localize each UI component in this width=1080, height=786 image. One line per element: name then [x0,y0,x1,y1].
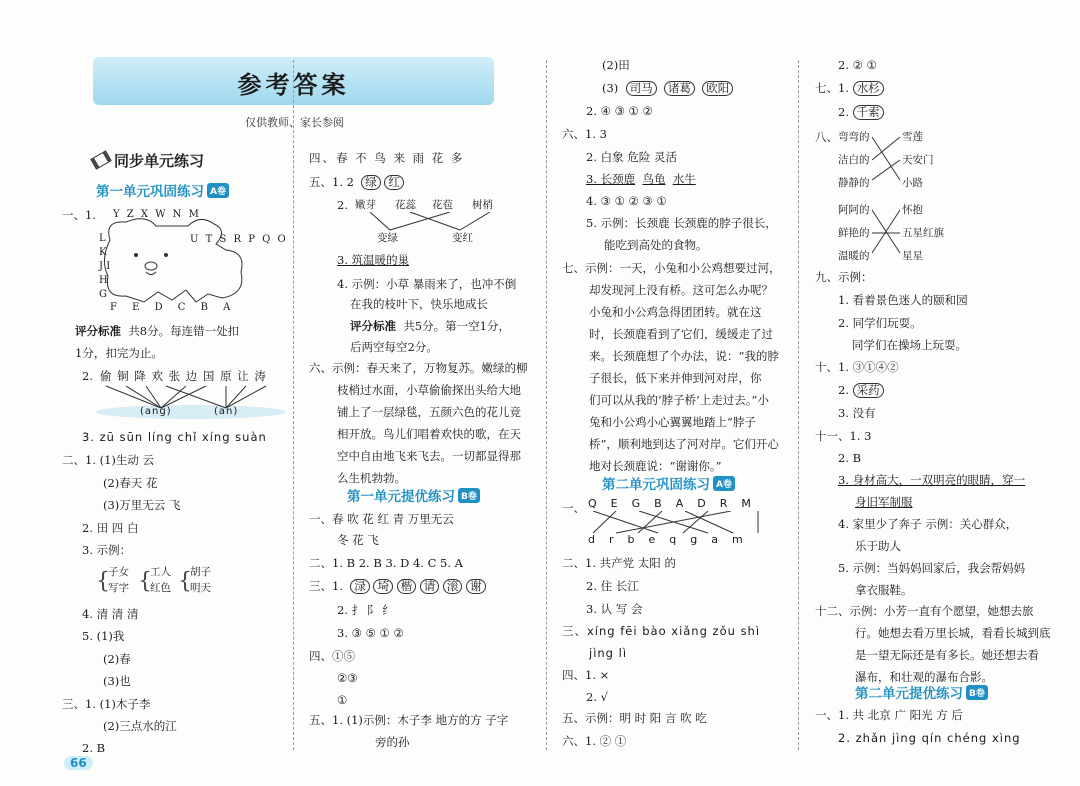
answer-line: 3. 没有 [838,406,876,420]
answer-line: 3. 身材高大，一双明亮的眼睛，穿一 [838,473,1026,487]
brace-icon: { [96,569,110,594]
answer-line: 三、1. (1)木子李 [62,697,151,711]
answer-line: 五、1. (1)示例：木子李 地方的方 子字 [309,713,509,727]
answer-line: 身旧军制服 [855,495,913,509]
pinyin-line: jìng lì [589,646,628,660]
match-word: 温暖的 [838,250,870,262]
answer-line: 二、1. B 2. B 3. D 4. C 5. A [309,556,463,570]
brace-icon: { [138,569,152,594]
answer-line: 1. 看着景色迷人的颐和园 [838,293,968,307]
page-title: 参考答案 [237,71,350,99]
answer-line: 2. 同学们玩耍。 [838,316,922,330]
match-word: 嫩芽 [355,199,376,211]
answer-line: 十、1. ③①④② [815,360,899,374]
answer-line: 在我的枝叶下，快乐地成长 [350,297,488,311]
essay-line: 兔和小公鸡小心翼翼地踏上“脖子 [589,415,756,429]
bear-letters-left: L K J I H G [99,233,111,300]
pencil-icon [90,150,112,169]
bear-letters-right: U T S R P Q O [190,234,288,245]
answer-line: 一、1. 共 北京 广 阳光 方 后 [815,708,963,722]
circled-char: 渌 [350,579,370,594]
essay-line: 是一望无际还是有多长。她还想去看 [855,648,1039,662]
match-lines [872,205,902,260]
match-word: 静静的 [838,177,870,189]
answer-line: 2. 白象 危险 灵活 [586,150,677,164]
essay-line: 十二、示例：小芳一直有个愿望，她想去旅 [815,604,1034,618]
answer-line: 2. 田 四 白 [82,521,139,535]
page-subtitle: 仅供教师、家长参阅 [245,116,344,129]
match-word: 洁白的 [838,154,870,166]
circled-word: 诸葛 [664,81,695,96]
unit-title: 第一单元提优练习 B卷 [347,485,480,505]
answer-line: 二、1. 共产党 太阳 的 [562,556,676,570]
q2-lines [96,384,286,420]
answer-line: 5. 示例：当妈妈回家后，我会帮妈妈 [838,561,1026,575]
q2-chars: 偷 铜 降 欢 张 边 国 原 让 涛 [100,369,267,383]
essay-line: 地对长颈鹿说：“谢谢你。” [589,459,722,473]
answer-line: (3)也 [103,674,131,688]
essay-line: 们可以从我的‘脖子桥’上走过去。”小 [589,393,769,407]
pair-word: 工人 [150,566,171,578]
answer-line: 2. 千索 [838,104,884,120]
essay-line: 子很长，低下来并伸到河对岸，你 [589,371,762,385]
essay-line: 瀑布，和壮观的瀑布合影。 [855,670,993,684]
match-word: 鲜艳的 [838,227,870,239]
pair-word: 子女 [108,566,129,578]
badge: B卷 [458,488,480,503]
answer-line: (3) 司马 诸葛 欧阳 [602,80,733,96]
q2-group-ang: (ang) [140,406,172,417]
answer-line: 5. 示例：长颈鹿 长颈鹿的脖子很长， [586,216,777,230]
circled-word: 欧阳 [702,81,733,96]
answer-line: 九、示例： [815,270,873,284]
answer-line: 冬 花 飞 [337,533,379,547]
answer-line: 六、1. 3 [562,127,607,141]
circled-char: 滚 [443,579,463,594]
page-number: 66 [64,756,93,770]
badge: B卷 [966,685,988,700]
answer-line: 2. 采药 [838,382,884,398]
answer-line: 4. 家里少了奔子 示例：关心群众， [838,517,1018,531]
answer-line: 3. 认 写 会 [586,602,643,616]
answer-line: 拿衣服鞋。 [855,583,913,597]
column-divider [546,60,547,750]
column-divider [293,60,294,750]
answer-line: 2. ④ ③ ① ② [586,104,653,118]
match-word: 小路 [902,177,923,189]
answer-line: 五、示例：明 时 阳 言 吹 吃 [562,711,707,725]
answer-line: 旁的孙 [375,735,410,749]
answer-line: (2)三点水的江 [103,719,177,733]
answer-line: 能吃到高处的食物。 [604,238,708,252]
answer-line: 4. 清 清 清 [82,607,139,621]
answer-line: (2)春 [103,652,131,666]
essay-line: 时，长颈鹿看到了它们，缓缓走了过 [589,327,773,341]
pair-word: 写字 [108,582,129,594]
answer-line: ① [337,693,348,707]
essay-line: 六、示例：春天来了，万物复苏。嫩绿的柳 [309,361,528,375]
badge: A卷 [207,183,229,198]
score-text: 1分，扣完为止。 [75,346,163,360]
match-word: 怀抱 [902,204,923,216]
pair-word: 明天 [190,582,211,594]
answer-line: 四、1. × [562,668,610,682]
answer-line: 五、1. 2 绿 红 [309,174,404,190]
unit-title: 第一单元巩固练习 A卷 [96,180,229,200]
essay-line: 铺上了一层绿毯，五颜六色的花儿竞 [337,405,521,419]
answer-line: 5. (1)我 [82,629,125,643]
q-label: 2. [337,198,348,212]
q-label: 2. [82,369,93,383]
answer-line: 六、1. ② ① [562,734,627,748]
circled-word: 千索 [853,105,884,120]
essay-line: 行。她想去看万里长城，看看长城到底 [855,626,1051,640]
match-word: 星星 [902,250,923,262]
circled-word: 采药 [853,383,884,398]
answer-line: 2. 住 长江 [586,579,639,593]
match-word: 花蕊 [395,199,416,211]
answer-line: 四、春 不 鸟 来 雨 花 多 [309,151,465,165]
circled-char: 谢 [466,579,486,594]
lower-letters: drbeqgam [588,533,757,546]
bear-letters-top: Y Z X W N M [113,209,201,220]
answer-line: (2)春天 花 [103,476,158,490]
answer-line: 4. ③ ① ② ③ ① [586,194,667,208]
q2-group-an: (an) [214,406,239,417]
column-divider [798,60,799,750]
match-word: 变红 [452,232,473,244]
q-label: 八、 [815,130,838,144]
circled-char: 红 [384,175,404,190]
pinyin-line: 三、xíng fēi bào xiǎng zǒu shì [562,624,761,638]
essay-line: 小兔和小公鸡急得团团转。就在这 [589,305,762,319]
answer-line: 2. √ [586,690,608,704]
upper-letters: QEGBADRM [588,497,765,510]
unit-title: 第二单元提优练习 B卷 [855,682,988,702]
match-word: 阿阿的 [838,204,870,216]
circled-char: 楷 [397,579,417,594]
match-word: 花苞 [432,199,453,211]
essay-line: 却发现河上没有桥。这可怎么办呢？ [589,283,773,297]
q3-pinyin: 3. zū sūn líng chǐ xíng suàn [82,430,267,444]
q-label: 一、1. [62,208,96,222]
circled-word: 司马 [626,81,657,96]
essay-line: 空中自由地飞来飞去。一切都显得那 [337,449,521,463]
answer-line: 同学们在操场上玩耍。 [852,338,967,352]
match-word: 五星红旗 [902,227,944,239]
circled-word: 水杉 [853,81,884,96]
match-word: 天安门 [902,154,934,166]
answer-line: ②③ [337,671,358,685]
answer-line: 2. ② ① [838,58,877,72]
circled-char: 绿 [361,175,381,190]
answer-line: 3. 长颈鹿 鸟龟 水牛 [586,172,696,186]
brace-icon: { [178,569,192,594]
match-lines [872,132,902,187]
essay-line: 来。长颈鹿想了个办法，说：“我的脖 [589,349,779,363]
section-heading: 同步单元练习 [92,150,204,171]
circled-char: 请 [420,579,440,594]
answer-line: 二、1. (1)生动 云 [62,453,155,467]
score-criteria: 评分标准 共5分。第一空1分， [350,319,510,333]
answer-line: (3)万里无云 飞 [103,498,181,512]
answer-line: 3. ③ ⑤ ① ② [337,626,404,640]
essay-line: 么生机勃勃。 [337,471,406,485]
unit-title: 第二单元巩固练习 A卷 [602,473,735,493]
answer-line: 七、1. 水杉 [815,80,884,96]
answer-line: 2. B [82,741,106,755]
answer-line: 三、1. 渌 埼 楷 请 滚 谢 [309,578,486,594]
pair-word: 胡子 [190,566,211,578]
answer-line: (2)田 [602,58,630,72]
essay-line: 桥”，顺利地到达了河对岸。它们开心 [589,437,779,451]
answer-line: 2. 扌 阝 纟 [337,603,394,617]
match-lines [350,212,500,232]
answer-line: 十一、1. 3 [815,429,872,443]
essay-line: 相开放。鸟儿们唱着欢快的歌，在天 [337,427,521,441]
match-word: 树梢 [472,199,493,211]
q-label: 一、 [562,501,585,515]
pair-word: 红色 [150,582,171,594]
answer-line: 一、春 吹 花 红 青 万里无云 [309,512,454,526]
essay-line: 枝梢过水面，小草偷偷探出头给大地 [337,383,521,397]
answer-line: 4. 示例：小草 暴雨来了，也冲不倒 [337,277,517,291]
answer-line: 3. 筑温暖的巢 [337,253,410,267]
pinyin-line: 2. zhǎn jìng qín chéng xìng [838,731,1021,745]
circled-char: 埼 [373,579,393,594]
score-text: 后两空每空2分。 [350,340,438,354]
match-word: 雪莲 [902,131,923,143]
essay-line: 七、示例：一天，小兔和小公鸡想要过河， [562,261,781,275]
score-criteria: 评分标准 共8分。每连错一处扣 [75,324,240,338]
badge: A卷 [713,476,735,491]
answer-line: 乐于助人 [855,539,901,553]
bear-letters-bottom: F E D C B A [110,302,237,313]
answer-line: 2. B [838,451,862,465]
answer-line: 四、①⑤ [309,649,355,663]
match-word: 弯弯的 [838,131,870,143]
answer-line: 3. 示例： [82,543,132,557]
match-word: 变绿 [377,232,398,244]
